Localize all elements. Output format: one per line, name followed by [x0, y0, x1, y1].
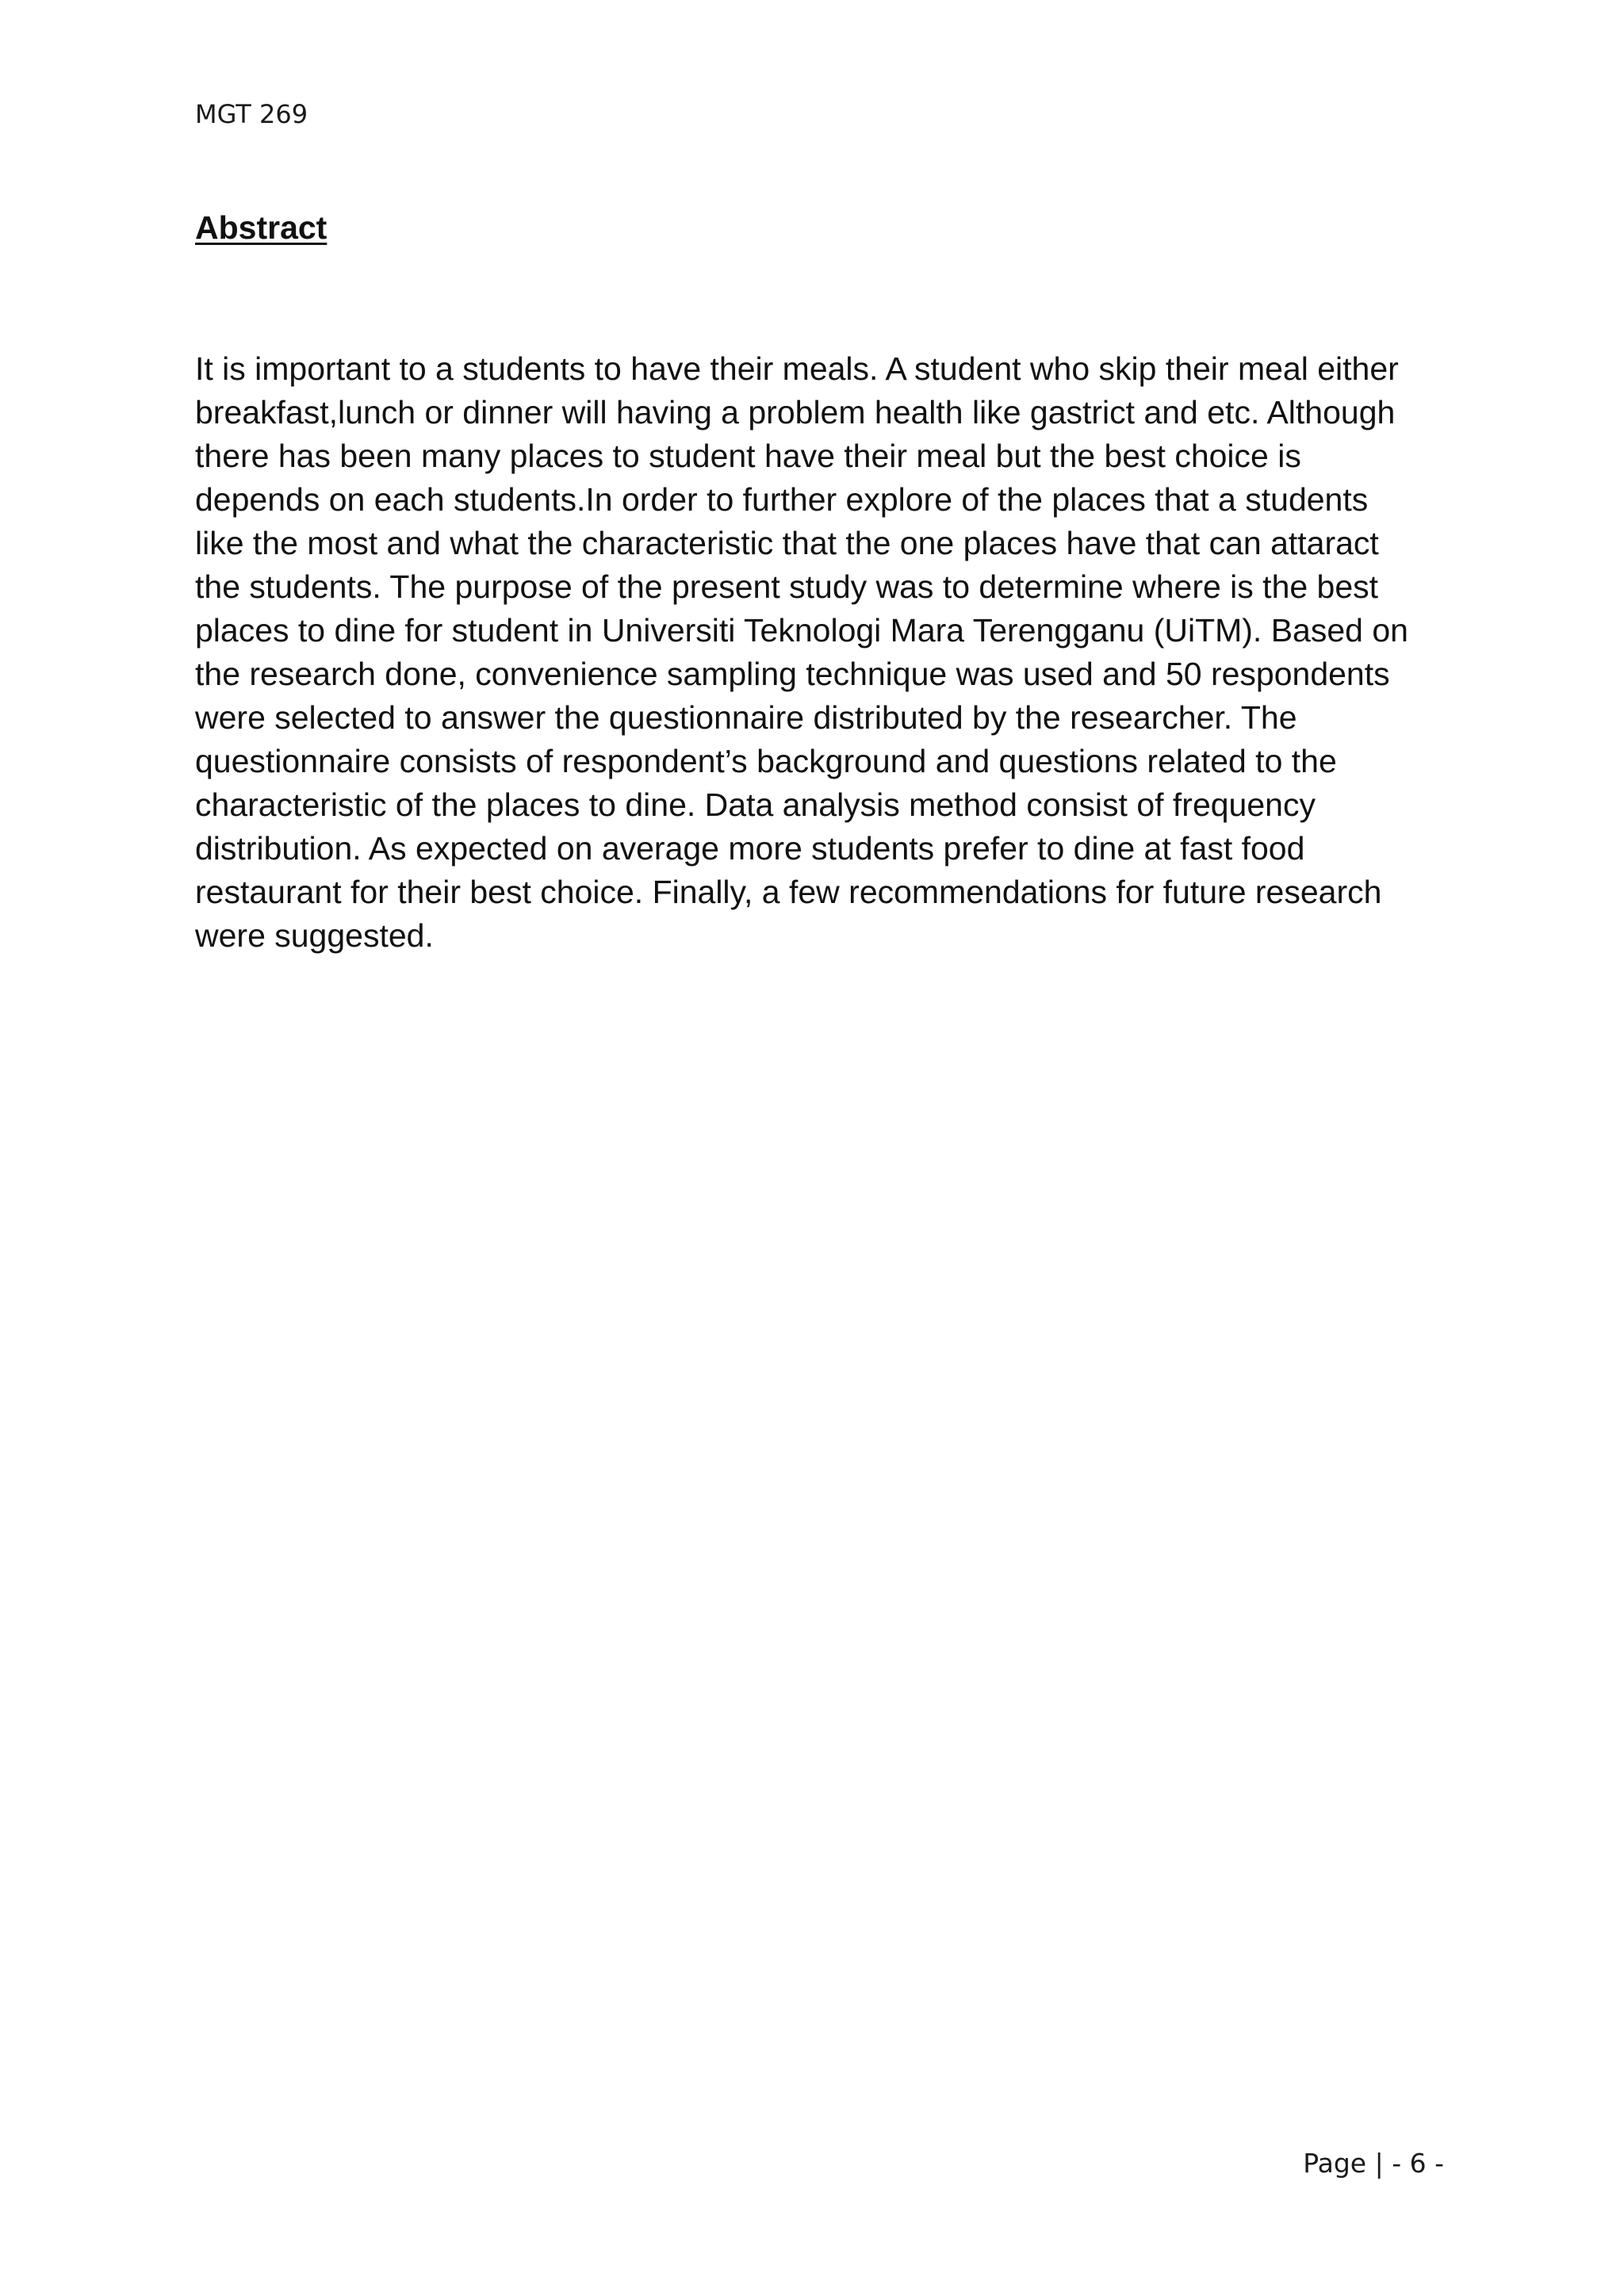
footer-page-number: Page | - 6 -	[1303, 2148, 1444, 2179]
abstract-line: questionnaire consists of respondent’s background and questions related to the	[195, 743, 1337, 779]
abstract-line: were suggested.	[195, 917, 434, 954]
abstract-line: It is important to a students to have their meals. A student who skip their meal either	[195, 350, 1399, 387]
abstract-line: restaurant for their best choice. Finally, a few recommendations for future research	[195, 874, 1382, 910]
abstract-heading: Abstract	[195, 209, 327, 246]
abstract-paragraph	[195, 347, 1448, 958]
abstract-line: places to dine for student in Universiti Teknologi Mara Terengganu (UiTM). Based on	[195, 612, 1408, 649]
abstract-line: breakfast,lunch or dinner will having a problem health like gastrict and etc. Although	[195, 394, 1396, 430]
abstract-line: were selected to answer the questionnaire distributed by the researcher. The	[195, 699, 1297, 736]
abstract-line: the research done, convenience sampling technique was used and 50 respondents	[195, 656, 1390, 692]
abstract-line: characteristic of the places to dine. Data analysis method consist of frequency	[195, 786, 1316, 823]
abstract-line: like the most and what the characteristic that the one places have that can attaract	[195, 525, 1379, 561]
abstract-line: depends on each students.In order to further explore of the places that a students	[195, 481, 1369, 518]
abstract-line: there has been many places to student have their meal but the best choice is	[195, 438, 1301, 474]
header-course-code: MGT 269	[195, 99, 308, 129]
abstract-line: the students. The purpose of the present study was to determine where is the best	[195, 568, 1379, 605]
abstract-line: distribution. As expected on average more students prefer to dine at fast food	[195, 830, 1305, 867]
